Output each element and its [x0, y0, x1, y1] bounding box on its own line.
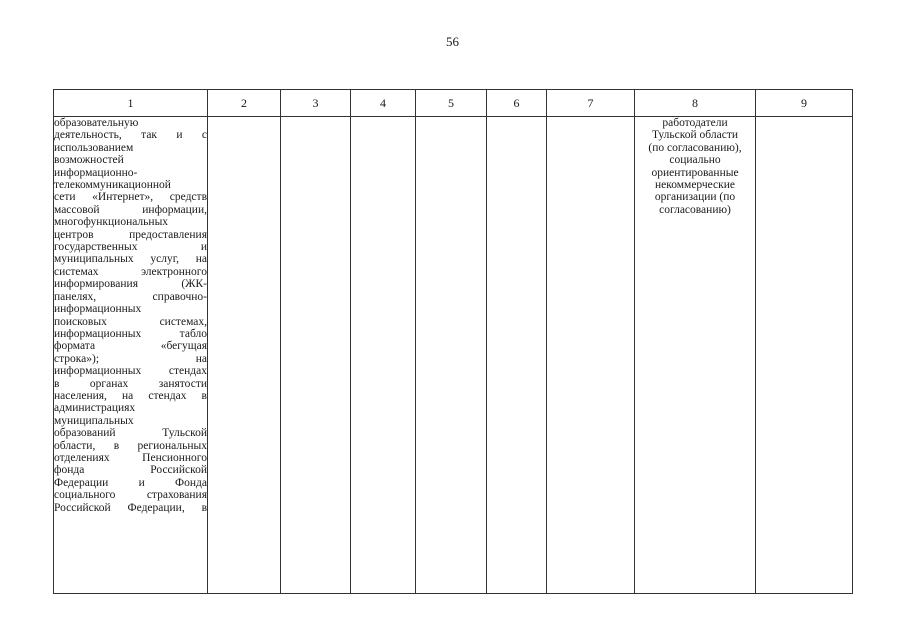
- text-line: деятельность, так и с: [54, 129, 207, 142]
- text-line: образовательную: [54, 117, 139, 129]
- column-header-4: 4: [351, 90, 416, 117]
- table-header-row: [54, 90, 853, 117]
- text-line: формата «бегущая: [54, 340, 207, 353]
- cell-col8-partners: [635, 117, 756, 594]
- text-line: панелях, справочно-: [54, 290, 207, 303]
- text-line: информационных стендах: [54, 365, 207, 378]
- text-line: (по согласованию),: [648, 141, 742, 154]
- text-line: системах электронного: [54, 265, 207, 278]
- cell-col2: [208, 117, 281, 594]
- text-line: некоммерческие: [654, 179, 736, 192]
- text-line: строка»); на: [54, 352, 207, 365]
- cell-col4: [351, 117, 416, 594]
- text-line: телекоммуникационной: [54, 179, 171, 192]
- column-header-7: 7: [547, 90, 635, 117]
- text-line: сети «Интернет», средств: [54, 191, 207, 204]
- column-header-5: 5: [416, 90, 487, 117]
- text-line: возможностей: [54, 154, 124, 167]
- text-line: населения, на стендах в: [54, 389, 207, 402]
- text-line: согласованию): [659, 203, 731, 216]
- text-line: Федерации и Фонда: [54, 476, 207, 489]
- text-line: социального страхования: [54, 489, 207, 502]
- cell-col5: [416, 117, 487, 594]
- column-header-1: 1: [54, 90, 208, 117]
- text-line: массовой информации,: [54, 203, 207, 216]
- cell-col1-measure-text: [54, 117, 208, 594]
- text-line: информационных: [54, 303, 142, 316]
- text-line: муниципальных услуг, на: [54, 253, 207, 266]
- text-line: государственных и: [54, 241, 207, 254]
- text-line: Тульской области: [651, 129, 738, 142]
- cell-col9: [756, 117, 853, 594]
- column-header-9: 9: [756, 90, 853, 117]
- text-line: муниципальных: [54, 414, 134, 427]
- text-line: центров предоставления: [54, 228, 207, 241]
- column-header-6: 6: [487, 90, 547, 117]
- text-line: отделениях Пенсионного: [54, 451, 207, 464]
- text-line: информирования (ЖК-: [54, 278, 207, 291]
- text-line: многофункциональных: [54, 216, 169, 229]
- text-line: организации (по: [654, 191, 736, 204]
- column-header-2: 2: [208, 90, 281, 117]
- column-header-3: 3: [281, 90, 351, 117]
- text-line: поисковых системах,: [54, 315, 207, 328]
- cell-col3: [281, 117, 351, 594]
- text-line: администрациях: [54, 402, 136, 415]
- cell-col7: [547, 117, 635, 594]
- column-header-8: 8: [635, 90, 756, 117]
- text-line: Российской Федерации, в: [54, 501, 207, 514]
- text-line: в органах занятости: [54, 377, 207, 390]
- text-line: фонда Российской: [54, 464, 207, 477]
- cell-col6: [487, 117, 547, 594]
- text-line: образований Тульской: [54, 427, 207, 440]
- text-line: информационных табло: [54, 327, 207, 340]
- text-line: социально: [669, 154, 721, 167]
- measures-table: [53, 89, 853, 594]
- text-line: ориентированные: [651, 166, 739, 179]
- text-line: информационно-: [54, 166, 138, 179]
- text-line: области, в региональных: [54, 439, 207, 452]
- table-row: [54, 117, 853, 594]
- page-number: 56: [446, 34, 459, 49]
- text-line: использованием: [54, 141, 134, 154]
- text-line: работодатели: [662, 117, 728, 129]
